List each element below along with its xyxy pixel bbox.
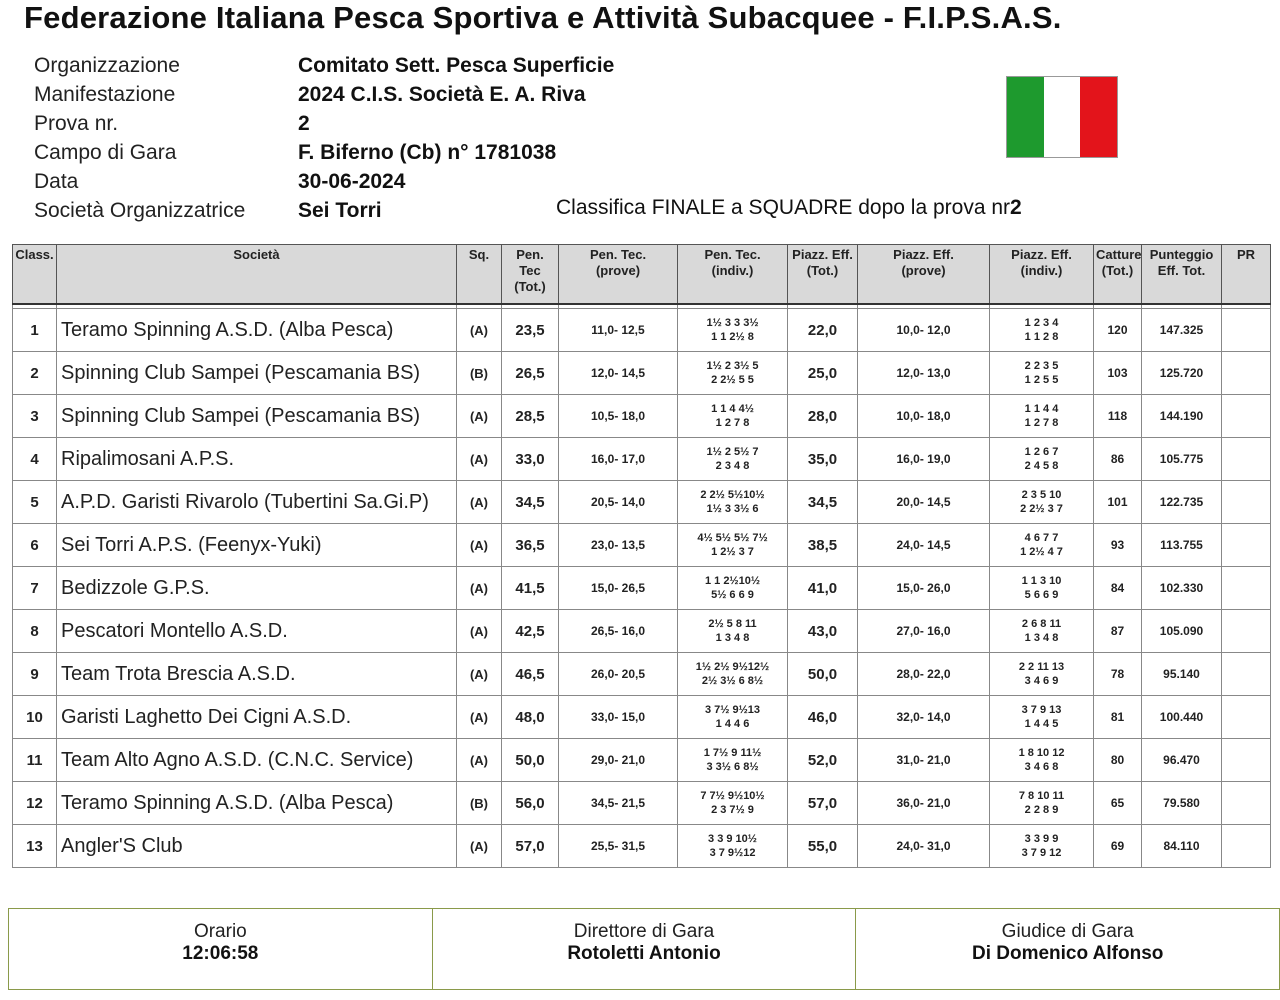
cell-pen-indiv-line: 3 7½ 9½13: [704, 704, 761, 716]
cell-position: 3: [13, 395, 57, 438]
cell-piazz-indiv-line: 1 1 4 4: [1024, 403, 1059, 415]
cell-society: Garisti Laghetto Dei Cigni A.S.D.: [57, 696, 457, 739]
column-header-line1: Class.: [15, 247, 54, 262]
table-row: [13, 782, 1271, 825]
column-header: [1222, 245, 1271, 305]
cell-society: Angler'S Club: [57, 825, 457, 868]
cell-society: Pescatori Montello A.S.D.: [57, 610, 457, 653]
column-header: [502, 245, 559, 305]
cell-piazz-indiv: [990, 610, 1094, 653]
cell-pr: [1222, 524, 1271, 567]
cell-pen-indiv-line: 1 1 4 4½: [711, 403, 754, 415]
cell-position: 7: [13, 567, 57, 610]
cell-pen-indiv: [678, 739, 788, 782]
cell-position: 4: [13, 438, 57, 481]
table-row: [13, 567, 1271, 610]
column-header: [788, 245, 858, 305]
info-label: Prova nr.: [34, 111, 119, 135]
footer-label: Direttore di Gara: [573, 921, 715, 942]
cell-pen-prove: 29,0- 21,0: [559, 739, 678, 782]
cell-piazz-tot: 22,0: [788, 309, 858, 352]
cell-pen-indiv: [678, 825, 788, 868]
cell-piazz-tot: 52,0: [788, 739, 858, 782]
cell-pen-indiv: [678, 567, 788, 610]
cell-piazz-indiv-line: 7 8 10 11: [1018, 790, 1065, 802]
info-label: Società Organizzatrice: [34, 198, 246, 222]
cell-piazz-prove: 24,0- 31,0: [858, 825, 990, 868]
table-row: [13, 395, 1271, 438]
cell-position: 8: [13, 610, 57, 653]
cell-piazz-indiv-line: 5 6 6 9: [1024, 589, 1059, 601]
cell-pr: [1222, 481, 1271, 524]
table-row: [13, 825, 1271, 868]
cell-society: A.P.D. Garisti Rivarolo (Tubertini Sa.Gi.P): [57, 481, 457, 524]
cell-piazz-indiv-line: 2 2 11 13: [1018, 661, 1065, 673]
cell-position: 11: [13, 739, 57, 782]
cell-pr: [1222, 352, 1271, 395]
cell-piazz-indiv-line: 1 4 4 5: [1024, 718, 1059, 730]
cell-pen-indiv-line: 1½ 2½ 9½12½: [695, 661, 770, 673]
column-header: [1142, 245, 1222, 305]
cell-piazz-tot: 34,5: [788, 481, 858, 524]
classifica-text: Classifica FINALE a SQUADRE dopo la prova nr: [556, 196, 1011, 219]
cell-pr: [1222, 395, 1271, 438]
cell-piazz-indiv-line: 1 2 5 5: [1024, 374, 1059, 386]
cell-pen-prove: 23,0- 13,5: [559, 524, 678, 567]
column-header-line2: (indiv.): [711, 263, 754, 278]
footer: [8, 908, 1280, 990]
cell-pen-indiv: [678, 782, 788, 825]
results-table: [12, 244, 1271, 868]
cell-catture: 86: [1094, 438, 1142, 481]
cell-piazz-indiv: [990, 524, 1094, 567]
column-header-line2: (Tot.): [514, 279, 546, 294]
table-row: [13, 481, 1271, 524]
cell-pr: [1222, 696, 1271, 739]
cell-pen-indiv-line: 4½ 5½ 5½ 7½: [697, 532, 768, 544]
info-row: [34, 196, 614, 225]
cell-pr: [1222, 567, 1271, 610]
cell-pen-tot: 34,5: [502, 481, 559, 524]
cell-squad: (A): [457, 395, 502, 438]
cell-pen-indiv-line: 2½ 5 8 11: [708, 618, 757, 630]
cell-pen-prove: 26,5- 16,0: [559, 610, 678, 653]
cell-piazz-indiv: [990, 825, 1094, 868]
cell-pen-tot: 56,0: [502, 782, 559, 825]
cell-pen-tot: 33,0: [502, 438, 559, 481]
cell-catture: 69: [1094, 825, 1142, 868]
cell-position: 12: [13, 782, 57, 825]
cell-piazz-tot: 25,0: [788, 352, 858, 395]
info-label: Manifestazione: [34, 82, 176, 106]
cell-catture: 80: [1094, 739, 1142, 782]
cell-pen-indiv-line: 2½ 3½ 6 8½: [701, 675, 764, 687]
cell-piazz-prove: 20,0- 14,5: [858, 481, 990, 524]
table-row: [13, 653, 1271, 696]
cell-piazz-indiv-line: 1 1 2 8: [1024, 331, 1059, 343]
cell-piazz-indiv-line: 1 2½ 4 7: [1020, 546, 1063, 558]
cell-catture: 78: [1094, 653, 1142, 696]
cell-pen-indiv-line: 2 3 4 8: [715, 460, 750, 472]
cell-pen-tot: 26,5: [502, 352, 559, 395]
cell-pen-indiv: [678, 395, 788, 438]
cell-pen-indiv: [678, 352, 788, 395]
cell-punteggio: 100.440: [1142, 696, 1222, 739]
cell-pen-tot: 46,5: [502, 653, 559, 696]
info-label: Organizzazione: [34, 53, 180, 77]
cell-piazz-prove: 15,0- 26,0: [858, 567, 990, 610]
cell-pen-indiv: [678, 653, 788, 696]
cell-pen-prove: 26,0- 20,5: [559, 653, 678, 696]
cell-piazz-indiv-line: 1 1 3 10: [1021, 575, 1062, 587]
cell-pr: [1222, 610, 1271, 653]
cell-piazz-prove: 28,0- 22,0: [858, 653, 990, 696]
column-header-line1: Punteggio: [1149, 247, 1214, 262]
cell-pen-prove: 15,0- 26,5: [559, 567, 678, 610]
cell-position: 10: [13, 696, 57, 739]
cell-piazz-tot: 28,0: [788, 395, 858, 438]
cell-pen-indiv: [678, 696, 788, 739]
cell-piazz-indiv: [990, 739, 1094, 782]
cell-squad: (B): [457, 782, 502, 825]
info-row: [34, 138, 614, 167]
cell-catture: 120: [1094, 309, 1142, 352]
table-row: [13, 438, 1271, 481]
cell-pen-indiv-line: 1½ 3 3 3½: [706, 317, 759, 329]
cell-pen-prove: 25,5- 31,5: [559, 825, 678, 868]
cell-piazz-tot: 57,0: [788, 782, 858, 825]
cell-pen-indiv-line: 1 2 7 8: [715, 417, 750, 429]
column-header-line1: Piazz. Eff.: [1011, 247, 1072, 262]
cell-pr: [1222, 309, 1271, 352]
cell-pen-indiv-line: 1 4 4 6: [715, 718, 750, 730]
cell-piazz-indiv: [990, 309, 1094, 352]
cell-punteggio: 95.140: [1142, 653, 1222, 696]
cell-catture: 103: [1094, 352, 1142, 395]
cell-pen-indiv-line: 1 7½ 9 11½: [703, 747, 762, 759]
cell-piazz-indiv-line: 1 8 10 12: [1018, 747, 1065, 759]
cell-pen-tot: 36,5: [502, 524, 559, 567]
cell-pen-tot: 28,5: [502, 395, 559, 438]
footer-value: 12:06:58: [182, 943, 259, 964]
cell-pen-indiv-line: 3 3½ 6 8½: [706, 761, 759, 773]
cell-pr: [1222, 438, 1271, 481]
cell-pen-indiv-line: 3 7 9½12: [709, 847, 756, 859]
cell-pen-indiv-line: 2 2½ 5½10½: [700, 489, 765, 501]
footer-label: Orario: [193, 921, 247, 942]
cell-pen-indiv: [678, 481, 788, 524]
cell-piazz-prove: 32,0- 14,0: [858, 696, 990, 739]
event-info: [34, 51, 614, 225]
cell-position: 5: [13, 481, 57, 524]
cell-catture: 84: [1094, 567, 1142, 610]
cell-piazz-indiv-line: 3 7 9 13: [1021, 704, 1062, 716]
cell-punteggio: 79.580: [1142, 782, 1222, 825]
classifica-heading: [556, 196, 1022, 220]
cell-pr: [1222, 825, 1271, 868]
cell-piazz-indiv-line: 1 2 6 7: [1024, 446, 1059, 458]
cell-piazz-prove: 12,0- 13,0: [858, 352, 990, 395]
cell-piazz-indiv: [990, 438, 1094, 481]
cell-punteggio: 147.325: [1142, 309, 1222, 352]
cell-catture: 118: [1094, 395, 1142, 438]
cell-position: 1: [13, 309, 57, 352]
cell-position: 2: [13, 352, 57, 395]
info-row: [34, 51, 614, 80]
table-row: [13, 696, 1271, 739]
cell-piazz-prove: 24,0- 14,5: [858, 524, 990, 567]
column-header-line1: PR: [1236, 247, 1256, 262]
cell-pen-tot: 41,5: [502, 567, 559, 610]
cell-catture: 93: [1094, 524, 1142, 567]
info-value: F. Biferno (Cb) n° 1781038: [298, 140, 557, 164]
cell-punteggio: 102.330: [1142, 567, 1222, 610]
cell-squad: (A): [457, 567, 502, 610]
cell-pen-indiv-line: 1½ 3 3½ 6: [706, 503, 759, 515]
cell-pen-prove: 20,5- 14,0: [559, 481, 678, 524]
classifica-number: 2: [1010, 196, 1022, 219]
cell-piazz-indiv: [990, 352, 1094, 395]
info-row: [34, 80, 614, 109]
column-header-line1: Pen. Tec: [516, 247, 544, 278]
cell-piazz-indiv: [990, 481, 1094, 524]
cell-society: Teramo Spinning A.S.D. (Alba Pesca): [57, 782, 457, 825]
info-row: [34, 167, 614, 196]
cell-catture: 101: [1094, 481, 1142, 524]
info-label: Data: [34, 169, 79, 193]
cell-pr: [1222, 782, 1271, 825]
cell-piazz-indiv-line: 2 2 3 5: [1024, 360, 1059, 372]
cell-pen-prove: 12,0- 14,5: [559, 352, 678, 395]
flag-green-band: [1007, 77, 1044, 157]
table-row: [13, 739, 1271, 782]
table-row: [13, 352, 1271, 395]
cell-squad: (A): [457, 309, 502, 352]
cell-society: Team Alto Agno A.S.D. (C.N.C. Service): [57, 739, 457, 782]
cell-pen-indiv-line: 2 3 7½ 9: [711, 804, 754, 816]
column-header: [457, 245, 502, 305]
cell-pen-indiv: [678, 438, 788, 481]
cell-piazz-indiv: [990, 395, 1094, 438]
page-title: Federazione Italiana Pesca Sportiva e Attività Subacquee - F.I.P.S.A.S.: [24, 0, 1062, 35]
cell-position: 9: [13, 653, 57, 696]
cell-catture: 81: [1094, 696, 1142, 739]
column-header: [57, 245, 457, 305]
info-value: Sei Torri: [298, 198, 382, 222]
cell-piazz-tot: 41,0: [788, 567, 858, 610]
cell-piazz-tot: 38,5: [788, 524, 858, 567]
cell-punteggio: 144.190: [1142, 395, 1222, 438]
cell-piazz-indiv-line: 2 2½ 3 7: [1020, 503, 1063, 515]
cell-piazz-indiv: [990, 653, 1094, 696]
flag-red-band: [1080, 77, 1117, 157]
flag-white-band: [1044, 77, 1081, 157]
cell-piazz-indiv-line: 4 6 7 7: [1024, 532, 1059, 544]
info-value: 2024 C.I.S. Società E. A. Riva: [298, 82, 586, 106]
cell-pen-indiv-line: 1½ 2 3½ 5: [706, 360, 759, 372]
cell-squad: (A): [457, 438, 502, 481]
footer-value: Di Domenico Alfonso: [971, 943, 1164, 964]
cell-pen-prove: 34,5- 21,5: [559, 782, 678, 825]
cell-pen-prove: 16,0- 17,0: [559, 438, 678, 481]
info-value: 30-06-2024: [298, 169, 406, 193]
cell-punteggio: 113.755: [1142, 524, 1222, 567]
cell-pen-indiv-line: 1 2½ 3 7: [711, 546, 754, 558]
cell-catture: 65: [1094, 782, 1142, 825]
column-header-line1: Pen. Tec.: [704, 247, 761, 262]
cell-piazz-prove: 16,0- 19,0: [858, 438, 990, 481]
cell-punteggio: 105.775: [1142, 438, 1222, 481]
cell-pen-prove: 10,5- 18,0: [559, 395, 678, 438]
cell-piazz-tot: 55,0: [788, 825, 858, 868]
column-header-line1: Piazz. Eff.: [893, 247, 954, 262]
column-header: [559, 245, 678, 305]
footer-time: [9, 909, 433, 989]
cell-piazz-tot: 46,0: [788, 696, 858, 739]
table-row: [13, 524, 1271, 567]
cell-piazz-indiv-line: 2 4 5 8: [1024, 460, 1059, 472]
italian-flag-icon: [1006, 76, 1118, 158]
cell-piazz-indiv-line: 3 3 9 9: [1024, 833, 1059, 845]
cell-piazz-prove: 10,0- 12,0: [858, 309, 990, 352]
footer-judge: [856, 909, 1279, 989]
cell-society: Ripalimosani A.P.S.: [57, 438, 457, 481]
cell-piazz-prove: 36,0- 21,0: [858, 782, 990, 825]
info-value: Comitato Sett. Pesca Superficie: [298, 53, 615, 77]
cell-piazz-indiv-line: 2 3 5 10: [1021, 489, 1062, 501]
cell-pen-tot: 48,0: [502, 696, 559, 739]
footer-director: [433, 909, 857, 989]
column-header-line1: Catture: [1096, 247, 1142, 262]
cell-society: Team Trota Brescia A.S.D.: [57, 653, 457, 696]
cell-piazz-indiv-line: 1 3 4 8: [1024, 632, 1059, 644]
column-header-line2: (Tot.): [806, 263, 839, 278]
cell-pen-prove: 11,0- 12,5: [559, 309, 678, 352]
column-header-line1: Sq.: [468, 247, 490, 262]
table-header-row: [13, 245, 1271, 305]
column-header: [990, 245, 1094, 305]
cell-pen-indiv-line: 1½ 2 5½ 7: [706, 446, 759, 458]
cell-piazz-tot: 50,0: [788, 653, 858, 696]
cell-society: Sei Torri A.P.S. (Feenyx-Yuki): [57, 524, 457, 567]
cell-pen-tot: 57,0: [502, 825, 559, 868]
cell-squad: (A): [457, 825, 502, 868]
cell-squad: (A): [457, 524, 502, 567]
cell-pen-indiv-line: 1 3 4 8: [715, 632, 750, 644]
cell-punteggio: 105.090: [1142, 610, 1222, 653]
footer-label: Giudice di Gara: [1001, 921, 1134, 942]
cell-pen-indiv-line: 5½ 6 6 9: [711, 589, 754, 601]
cell-squad: (A): [457, 481, 502, 524]
cell-punteggio: 125.720: [1142, 352, 1222, 395]
cell-position: 13: [13, 825, 57, 868]
column-header-line1: Piazz. Eff.: [792, 247, 853, 262]
cell-pen-indiv-line: 7 7½ 9½10½: [700, 790, 765, 802]
cell-pen-indiv-line: 3 3 9 10½: [708, 833, 757, 845]
cell-society: Bedizzole G.P.S.: [57, 567, 457, 610]
cell-piazz-indiv: [990, 782, 1094, 825]
info-value: 2: [298, 111, 310, 135]
column-header: [858, 245, 990, 305]
cell-piazz-indiv-line: 3 7 9 12: [1021, 847, 1062, 859]
cell-pen-indiv: [678, 309, 788, 352]
cell-pen-tot: 42,5: [502, 610, 559, 653]
cell-piazz-indiv-line: 3 4 6 9: [1024, 675, 1059, 687]
cell-squad: (A): [457, 696, 502, 739]
cell-pen-indiv-line: 1 1 2½10½: [704, 575, 761, 587]
column-header: [678, 245, 788, 305]
cell-punteggio: 122.735: [1142, 481, 1222, 524]
cell-piazz-prove: 31,0- 21,0: [858, 739, 990, 782]
cell-society: Teramo Spinning A.S.D. (Alba Pesca): [57, 309, 457, 352]
footer-value: Rotoletti Antonio: [567, 943, 721, 964]
cell-society: Spinning Club Sampei (Pescamania BS): [57, 352, 457, 395]
cell-pen-indiv: [678, 610, 788, 653]
cell-society: Spinning Club Sampei (Pescamania BS): [57, 395, 457, 438]
cell-pen-indiv: [678, 524, 788, 567]
cell-pen-indiv-line: 1 1 2½ 8: [711, 331, 754, 343]
cell-piazz-indiv: [990, 696, 1094, 739]
cell-squad: (A): [457, 739, 502, 782]
cell-piazz-indiv-line: 3 4 6 8: [1024, 761, 1059, 773]
cell-pen-prove: 33,0- 15,0: [559, 696, 678, 739]
cell-squad: (A): [457, 610, 502, 653]
table-row: [13, 610, 1271, 653]
column-header-line2: (prove): [901, 263, 946, 278]
cell-piazz-tot: 35,0: [788, 438, 858, 481]
column-header-line2: (prove): [595, 263, 641, 278]
cell-piazz-indiv-line: 2 6 8 11: [1021, 618, 1062, 630]
column-header: [13, 245, 57, 305]
cell-catture: 87: [1094, 610, 1142, 653]
cell-pr: [1222, 653, 1271, 696]
cell-position: 6: [13, 524, 57, 567]
cell-pen-indiv-line: 2 2½ 5 5: [711, 374, 754, 386]
cell-pen-tot: 23,5: [502, 309, 559, 352]
column-header-line1: Pen. Tec.: [589, 247, 647, 262]
cell-piazz-indiv-line: 1 2 3 4: [1024, 317, 1059, 329]
column-header-line2: (indiv.): [1020, 263, 1063, 278]
cell-pr: [1222, 739, 1271, 782]
info-label: Campo di Gara: [34, 140, 177, 164]
column-header-line1: Società: [233, 247, 280, 262]
info-row: [34, 109, 614, 138]
cell-punteggio: 96.470: [1142, 739, 1222, 782]
column-header-line2: Eff. Tot.: [1157, 263, 1206, 278]
column-header: [1094, 245, 1142, 305]
cell-piazz-indiv-line: 2 2 8 9: [1024, 804, 1059, 816]
cell-squad: (A): [457, 653, 502, 696]
cell-piazz-tot: 43,0: [788, 610, 858, 653]
cell-pen-tot: 50,0: [502, 739, 559, 782]
cell-punteggio: 84.110: [1142, 825, 1222, 868]
cell-piazz-prove: 27,0- 16,0: [858, 610, 990, 653]
cell-squad: (B): [457, 352, 502, 395]
column-header-line2: (Tot.): [1101, 263, 1134, 278]
table-row: [13, 309, 1271, 352]
cell-piazz-indiv-line: 1 2 7 8: [1024, 417, 1059, 429]
cell-piazz-prove: 10,0- 18,0: [858, 395, 990, 438]
cell-piazz-indiv: [990, 567, 1094, 610]
